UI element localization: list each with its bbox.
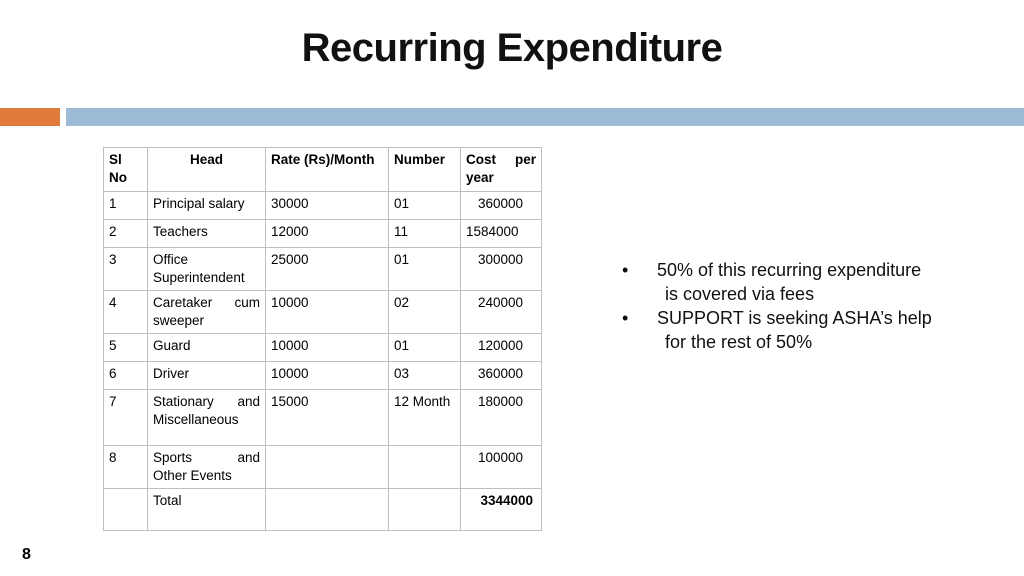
page-number: 8 bbox=[22, 546, 31, 563]
bullet-marker: • bbox=[622, 308, 629, 328]
cell-sl: 6 bbox=[104, 362, 148, 390]
cell-cost: 360000 bbox=[461, 362, 542, 390]
cell-sl: 1 bbox=[104, 192, 148, 220]
table-row bbox=[104, 291, 542, 334]
cell-head-line2: Superintendent bbox=[153, 270, 245, 285]
cell-number: 02 bbox=[389, 291, 461, 334]
header-cost-line2: year bbox=[466, 170, 494, 185]
cell-rate bbox=[266, 489, 389, 531]
cell-sl: 8 bbox=[104, 446, 148, 489]
cell-rate bbox=[266, 446, 389, 489]
header-head: Head bbox=[148, 148, 266, 192]
cell-rate: 15000 bbox=[266, 390, 389, 446]
cell-sl: 2 bbox=[104, 220, 148, 248]
table-row bbox=[104, 248, 542, 291]
cell-rate: 12000 bbox=[266, 220, 389, 248]
accent-bar-orange bbox=[0, 108, 60, 126]
cell-rate: 10000 bbox=[266, 334, 389, 362]
table-total-row bbox=[104, 489, 542, 531]
cell-head-line2: sweeper bbox=[153, 313, 205, 328]
table-row bbox=[104, 192, 542, 220]
cell-number: 01 bbox=[389, 334, 461, 362]
bullet-line1: SUPPORT is seeking ASHA’s help bbox=[657, 308, 932, 328]
cell-head: Principal salary bbox=[148, 192, 266, 220]
cell-head: Guard bbox=[148, 334, 266, 362]
accent-bar-blue bbox=[66, 108, 1024, 126]
bullet-line1: 50% of this recurring expenditure bbox=[657, 260, 922, 280]
header-rate: Rate (Rs)/Month bbox=[266, 148, 389, 192]
total-label: Total bbox=[148, 489, 266, 531]
cell-head-line1: Stationary and bbox=[153, 394, 260, 409]
header-cost-per-year bbox=[461, 148, 542, 192]
cell-head bbox=[148, 291, 266, 334]
cell-number: 01 bbox=[389, 192, 461, 220]
cell-sl: 4 bbox=[104, 291, 148, 334]
table-row bbox=[104, 390, 542, 446]
bullet-line2: for the rest of 50% bbox=[665, 332, 813, 352]
cell-rate: 10000 bbox=[266, 362, 389, 390]
cell-head bbox=[148, 248, 266, 291]
bullet-item bbox=[622, 258, 932, 306]
cell-head-line2: Other Events bbox=[153, 468, 232, 483]
total-value: 3344000 bbox=[461, 489, 542, 531]
cell-head: Driver bbox=[148, 362, 266, 390]
cell-head-line2: Miscellaneous bbox=[153, 412, 239, 427]
cell-cost: 300000 bbox=[461, 248, 542, 291]
cell-head: Teachers bbox=[148, 220, 266, 248]
table-header-row bbox=[104, 148, 542, 192]
cell-sl: 5 bbox=[104, 334, 148, 362]
cell-cost: 100000 bbox=[461, 446, 542, 489]
cell-number: 01 bbox=[389, 248, 461, 291]
bullet-item bbox=[622, 306, 932, 354]
cell-cost: 360000 bbox=[461, 192, 542, 220]
cell-cost: 180000 bbox=[461, 390, 542, 446]
cell-head-line1: Caretaker cum bbox=[153, 295, 260, 310]
header-number: Number bbox=[389, 148, 461, 192]
cell-cost: 120000 bbox=[461, 334, 542, 362]
table-row bbox=[104, 334, 542, 362]
cell-sl: 3 bbox=[104, 248, 148, 291]
table-row bbox=[104, 362, 542, 390]
cell-sl: 7 bbox=[104, 390, 148, 446]
cell-rate: 25000 bbox=[266, 248, 389, 291]
cell-rate: 10000 bbox=[266, 291, 389, 334]
slide-title: Recurring Expenditure bbox=[301, 26, 723, 70]
bullet-list bbox=[622, 258, 932, 354]
cell-cost: 1584000 bbox=[461, 220, 542, 248]
cell-head-line1: Sports and bbox=[153, 450, 260, 465]
cell-number bbox=[389, 489, 461, 531]
cell-head-line1: Office bbox=[153, 252, 189, 267]
cell-head bbox=[148, 390, 266, 446]
cell-number: 03 bbox=[389, 362, 461, 390]
bullet-marker: • bbox=[622, 260, 629, 280]
header-cost-line1: Cost per bbox=[466, 152, 536, 167]
header-sl-no: Sl No bbox=[104, 148, 148, 192]
table-row bbox=[104, 220, 542, 248]
bullet-line2: is covered via fees bbox=[665, 284, 815, 304]
cell-sl bbox=[104, 489, 148, 531]
cell-number: 12 Month bbox=[389, 390, 461, 446]
cell-number bbox=[389, 446, 461, 489]
expenditure-table bbox=[103, 147, 542, 531]
cell-rate: 30000 bbox=[266, 192, 389, 220]
cell-number: 11 bbox=[389, 220, 461, 248]
cell-head bbox=[148, 446, 266, 489]
table-row bbox=[104, 446, 542, 489]
cell-cost: 240000 bbox=[461, 291, 542, 334]
